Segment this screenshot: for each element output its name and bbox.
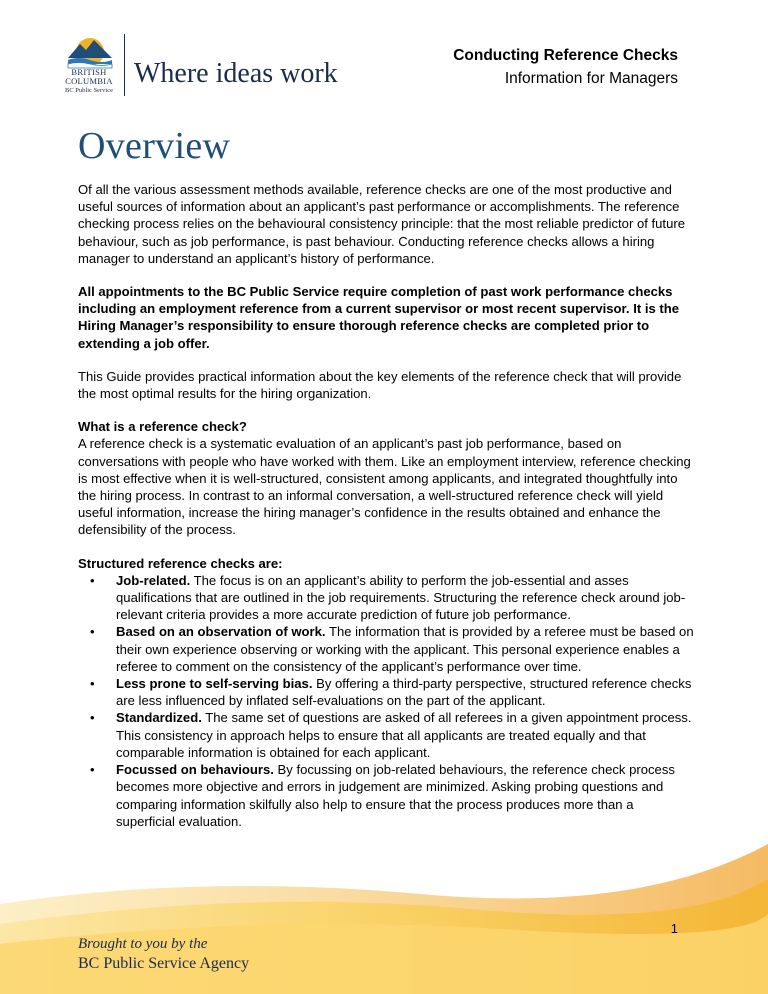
bc-logo bbox=[58, 30, 338, 100]
list-item bbox=[90, 623, 696, 675]
list-item-text: The information that is provided by a referee must be based on their own experience observing or working with the applicant. This personal experience enables a referee to comment on the consistency of the applicant’s performance over time. bbox=[116, 624, 694, 674]
policy-paragraph: All appointments to the BC Public Service require completion of past work performance checks including an employment reference from a current supervisor or most recent supervisor. It is the Hiring Manager’s responsibility to ensure thorough reference checks are completed prior to extending a job offer. bbox=[78, 284, 680, 351]
footer-line-2: BC Public Service Agency bbox=[78, 955, 250, 972]
footer-line-1: Brought to you by the bbox=[78, 936, 208, 952]
footer-agency bbox=[78, 936, 249, 973]
list-item-text: By offering a third-party perspective, structured reference checks are less influenced by inflated self-evaluations on the part of the applicant. bbox=[116, 676, 692, 709]
bullet-icon: • bbox=[90, 624, 95, 640]
list-item-term: Job-related. bbox=[116, 572, 191, 588]
bullet-icon: • bbox=[90, 762, 95, 778]
list-item-text: The same set of questions are asked of all referees in a given appointment process. This consistency in approach helps to ensure that all applicants are treated equally and that comparable information is obtained for each applicant. bbox=[116, 710, 692, 760]
bc-wordmark bbox=[58, 68, 120, 95]
logo-tagline: Where ideas work bbox=[134, 58, 338, 89]
document-title: Conducting Reference Checks bbox=[453, 47, 678, 64]
bullet-icon: • bbox=[90, 676, 95, 692]
list-item-term: Focussed on behaviours. bbox=[116, 762, 274, 778]
list-item bbox=[90, 572, 696, 624]
list-item-text: By focussing on job-related behaviours, the reference check process becomes more objective and errors in judgement are minimized. Asking probing questions and comparing information skilfully also help to ensure that the process produces more than a superficial evaluation. bbox=[116, 762, 675, 829]
list-heading: Structured reference checks are: bbox=[78, 555, 283, 571]
logo-line-british: BRITISH bbox=[71, 67, 107, 77]
definition-paragraph: A reference check is a systematic evaluation of an applicant’s past job performance, based on conversations with people who have worked with them. Like an employment interview, reference checking is most effective when it is well-structured, consistent among applicants, and integrated thoughtfully into the hiring process. In contrast to an informal conversation, a well-structured reference check will yield useful information, increase the hiring manager’s confidence in the results obtained and enhance the defensibility of the process. bbox=[78, 436, 691, 538]
bullet-list bbox=[78, 572, 696, 830]
page-number: 1 bbox=[670, 921, 678, 936]
list-item bbox=[90, 709, 696, 761]
list-item-term: Less prone to self-serving bias. bbox=[116, 676, 313, 692]
list-item bbox=[90, 761, 696, 830]
definition-section bbox=[78, 418, 696, 538]
list-item-term: Based on an observation of work. bbox=[116, 624, 326, 640]
intro-paragraph: Of all the various assessment methods available, reference checks are one of the most productive and useful sources of information about an applicant’s past performance or accomplishments. The reference checking process relies on the behavioural consistency principle: that the most reliable predictor of future behaviour, such as job performance, is past behaviour. Conducting reference checks allows a hiring manager to understand an applicant’s history of performance. bbox=[78, 182, 685, 266]
definition-heading: What is a reference check? bbox=[78, 419, 247, 435]
bullet-icon: • bbox=[90, 710, 95, 726]
logo-line-columbia: COLUMBIA bbox=[65, 76, 113, 86]
logo-line-public-service: BC Public Service bbox=[64, 87, 114, 94]
logo-divider bbox=[124, 34, 125, 96]
page-title: Overview bbox=[78, 125, 231, 167]
list-item-text: The focus is on an applicant’s ability to perform the job-essential and asses qualifications that are outlined in the job requirements. Structuring the reference check around job-relevant criteria provides a more accurate prediction of future job performance. bbox=[116, 572, 686, 623]
document-body bbox=[78, 181, 696, 830]
document-header bbox=[453, 47, 678, 88]
document-subtitle: Information for Managers bbox=[504, 70, 678, 87]
list-item-term: Standardized. bbox=[116, 710, 202, 726]
bc-crest-icon bbox=[64, 30, 116, 70]
bullet-icon: • bbox=[90, 572, 95, 588]
guide-paragraph: This Guide provides practical information about the key elements of the reference check that will provide the most optimal results for the hiring organization. bbox=[78, 368, 682, 402]
list-item bbox=[90, 675, 696, 709]
